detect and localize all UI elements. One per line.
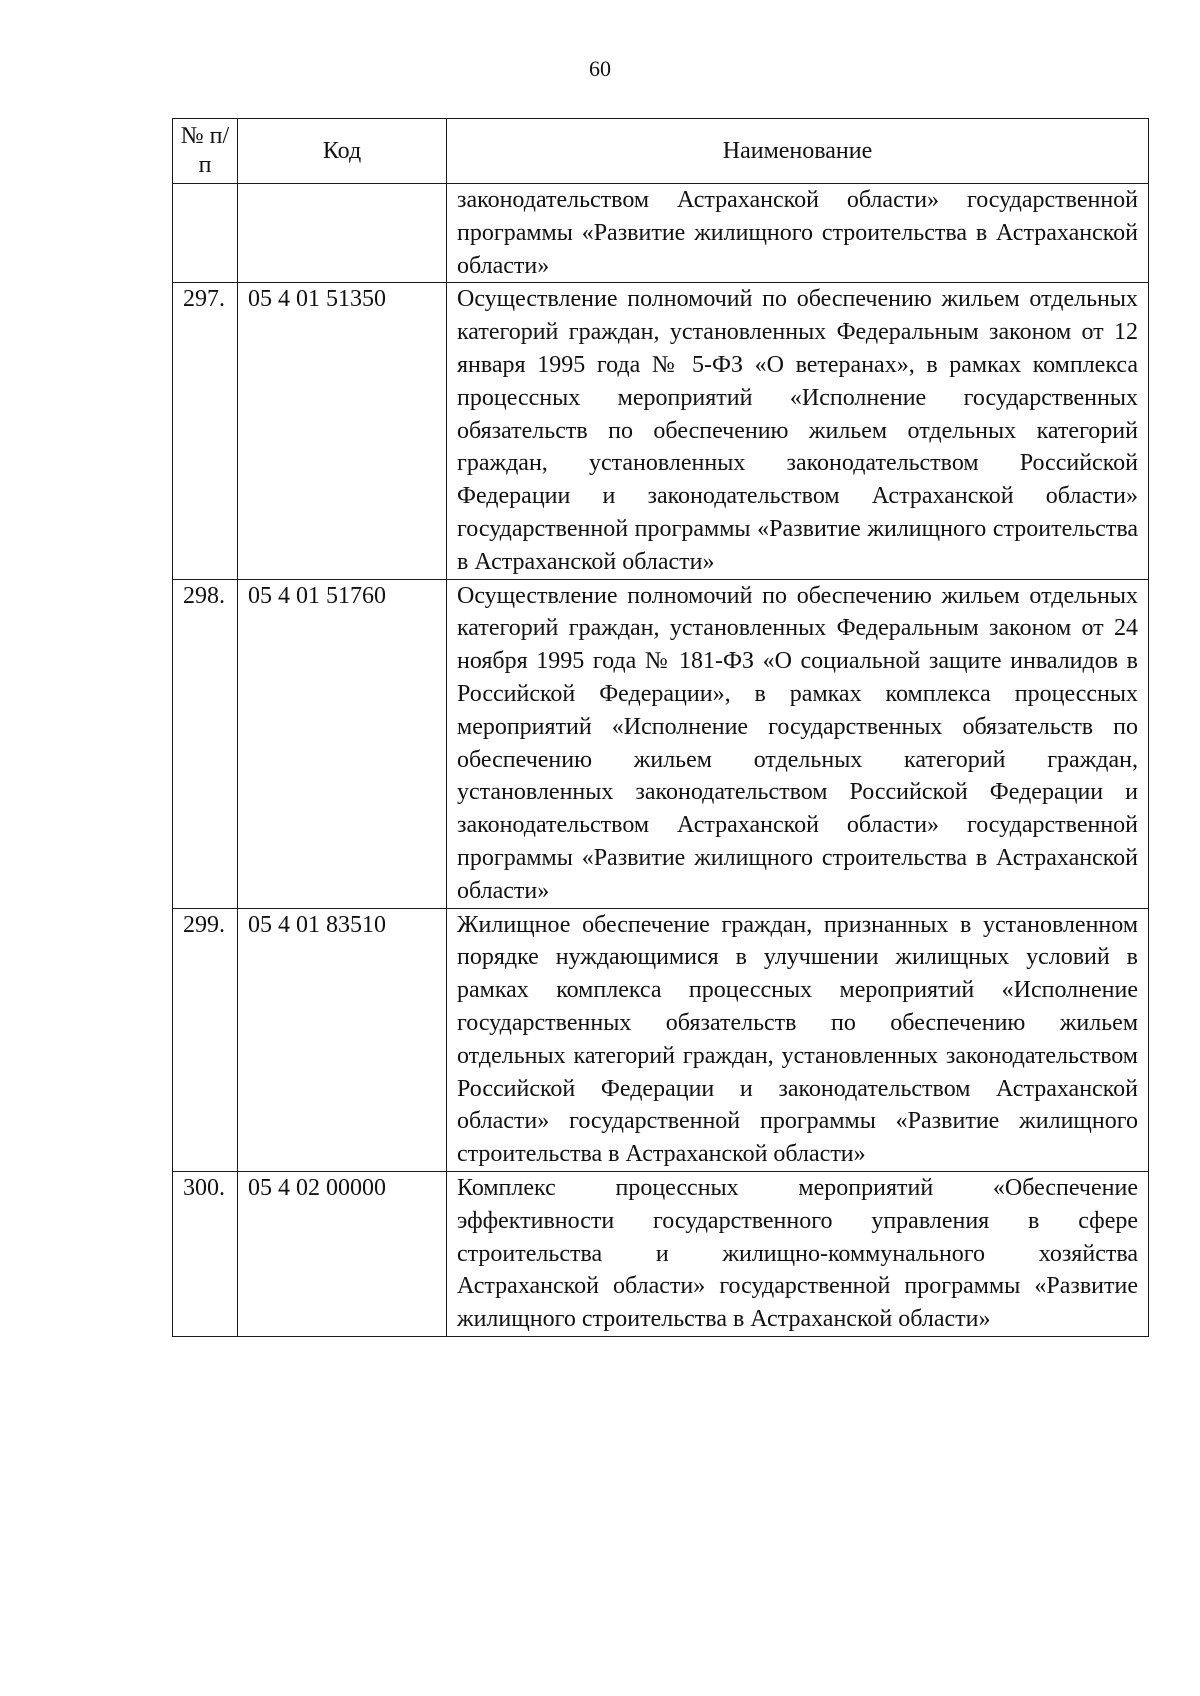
row-code: 05 4 01 83510 — [238, 908, 447, 1171]
row-number — [173, 184, 238, 283]
header-code: Код — [238, 119, 447, 184]
row-name: Осуществление полномочий по обеспечению жильем отдельных категорий граждан, установленных Федеральным законом от 12 января 1995 года № 5-ФЗ «О ветеранах», в рамках комплекса процессных мероприятий «Исполнение государственных обязательств по обеспечению жильем отдельных категорий граждан, установленных законодательством Российской Федерации и законодательством Астраханской области» государственной программы «Развитие жилищного строительства в Астраханской области» — [447, 283, 1149, 579]
row-code: 05 4 02 00000 — [238, 1171, 447, 1336]
table-row — [173, 283, 1149, 579]
header-name: Наименование — [447, 119, 1149, 184]
row-number: 297. — [173, 283, 238, 579]
table-row — [173, 1171, 1149, 1336]
table-row — [173, 184, 1149, 283]
budget-code-table — [172, 118, 1149, 1337]
row-number: 298. — [173, 579, 238, 908]
header-number: № п/п — [173, 119, 238, 184]
row-name: Жилищное обеспечение граждан, признанных в установленном порядке нуждающимися в улучшении жилищных условий в рамках комплекса процессных мероприятий «Исполнение государственных обязательств по обеспечению жильем отдельных категорий граждан, установленных законодательством Российской Федерации и законодательством Астраханской области» государственной программы «Развитие жилищного строительства в Астраханской области» — [447, 908, 1149, 1171]
table-row — [173, 908, 1149, 1171]
row-code: 05 4 01 51350 — [238, 283, 447, 579]
row-number: 299. — [173, 908, 238, 1171]
row-name: законодательством Астраханской области» государственной программы «Развитие жилищного строительства в Астраханской области» — [447, 184, 1149, 283]
row-code — [238, 184, 447, 283]
table-header-row — [173, 119, 1149, 184]
row-name: Комплекс процессных мероприятий «Обеспечение эффективности государственного управления в сфере строительства и жилищно-коммунального хозяйства Астраханской области» государственной программы «Развитие жилищного строительства в Астраханской области» — [447, 1171, 1149, 1336]
row-number: 300. — [173, 1171, 238, 1336]
page-number: 60 — [589, 56, 611, 81]
row-code: 05 4 01 51760 — [238, 579, 447, 908]
table-row — [173, 579, 1149, 908]
row-name: Осуществление полномочий по обеспечению жильем отдельных категорий граждан, установленных Федеральным законом от 24 ноября 1995 года № 181-ФЗ «О социальной защите инвалидов в Российской Федерации», в рамках комплекса процессных мероприятий «Исполнение государственных обязательств по обеспечению жильем отдельных категорий граждан, установленных законодательством Российской Федерации и законодательством Астраханской области» государственной программы «Развитие жилищного строительства в Астраханской области» — [447, 579, 1149, 908]
